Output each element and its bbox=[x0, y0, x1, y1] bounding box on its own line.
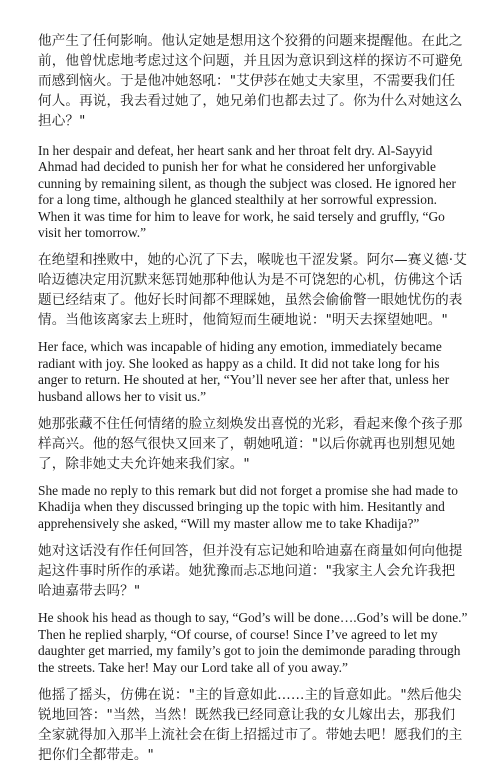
paragraph-zh-5: 他摇了摇头，仿佛在说："主的旨意如此……主的旨意如此。"然后他尖锐地回答："当然，当然！既然我已经同意让我的女儿嫁出去，那我们全家就得加入那半上流社会在街上招摇过市了。带她去吧！愿我们的主把你们全都带走。" bbox=[38, 686, 463, 763]
document-page bbox=[38, 0, 468, 763]
paragraph-zh-1: 他产生了任何影响。他认定她是想用这个狡猾的问题来提醒他。在此之前，他曾忧虑地考虑过这个问题，并且因为意识到这样的探访不可避免而感到恼火。于是他冲她怒吼："艾伊莎在她丈夫家里，不需要我们任何人。再说，我去看过她了，她兄弟们也都去过了。你为什么对她这么担心？" bbox=[38, 33, 463, 129]
paragraph-en-2: Her face, which was incapable of hiding any emotion, immediately became radiant with joy. She looked as happy as a child. It did not take long for his anger to return. He shouted at her, “You’ll never see her after that, unless her husband allows her to visit us.” bbox=[38, 339, 450, 404]
paragraph-zh-4: 她对这话没有作任何回答，但并没有忘记她和哈迪嘉在商量如何向他提起这件事时所作的承诺。她犹豫而忐忑地问道："我家主人会允许我把哈迪嘉带去吗？" bbox=[38, 543, 463, 600]
paragraph-en-4: He shook his head as though to say, “God’s will be done….God’s will be done.” Then he replied sharply, “Of course, of course! Since I’ve agreed to let my daughter get married, my family’s got to join the demimonde parading through the streets. Take her! May our Lord take all of you away.” bbox=[38, 610, 468, 675]
paragraph-zh-2: 在绝望和挫败中，她的心沉了下去，喉咙也干涩发紧。阿尔—赛义德·艾哈迈德决定用沉默来惩罚她那种他认为是不可饶恕的心机，仿佛这个话题已经结束了。他好长时间都不理睬她，虽然会偷偷瞥一眼她忧伤的表情。当他该离家去上班时，他简短而生硬地说："明天去探望她吧。" bbox=[38, 252, 467, 329]
paragraph-zh-3: 她那张藏不住任何情绪的脸立刻焕发出喜悦的光彩，看起来像个孩子那样高兴。他的怒气很快又回来了，朝她吼道："以后你就再也别想见她了，除非她丈夫允许她来我们家。" bbox=[38, 416, 463, 473]
paragraph-en-3: She made no reply to this remark but did not forget a promise she had made to Khadija when they discussed bringing up the topic with him. Hesitantly and apprehensively she asked, “Will my master allow me to take Khadija?” bbox=[38, 483, 458, 531]
paragraph-en-1: In her despair and defeat, her heart sank and her throat felt dry. Al-Sayyid Ahmad had decided to punish her for what he considered her unforgivable cunning by remaining silent, as though the subject was closed. He ignored her for a long time, although he glanced stealthily at her sorrowful expression. When it was time for him to leave for work, he said tersely and gruffly, “Go visit her tomorrow.” bbox=[38, 143, 456, 241]
